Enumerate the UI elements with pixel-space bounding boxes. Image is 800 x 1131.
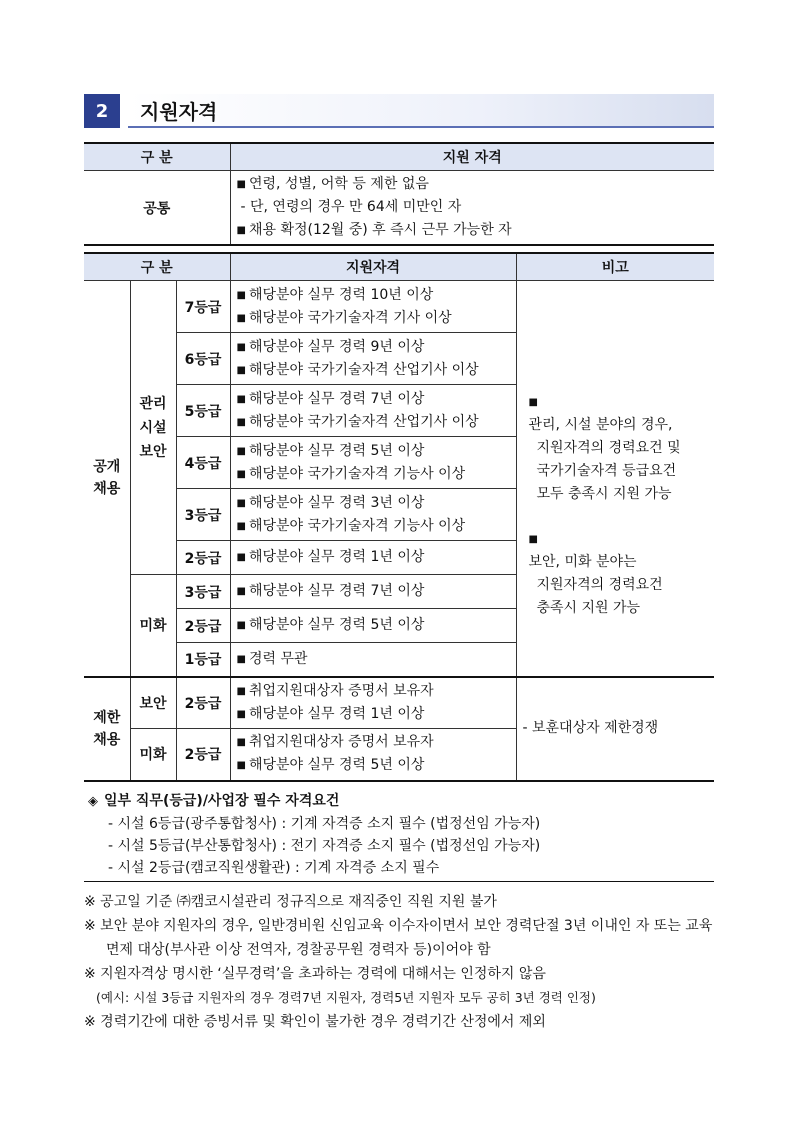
bullet-icon — [529, 391, 703, 414]
header-remark: 비고 — [516, 253, 714, 281]
bullet-icon — [237, 495, 249, 511]
group-management-facility-security-label: 관리 시설 보안 — [130, 281, 176, 575]
bullet-icon — [529, 528, 703, 551]
grade-cell: 5등급 — [176, 385, 230, 437]
requirement-line: - 시설 5등급(부산통합청사) : 전기 자격증 소지 필수 (법정선임 가능자) — [108, 838, 541, 854]
common-qualification-table — [84, 142, 714, 246]
bullet-icon — [237, 443, 249, 459]
common-row-label: 공통 — [84, 171, 230, 246]
common-row-content — [230, 171, 714, 246]
section-number: 2 — [84, 94, 120, 128]
required-qualifications — [84, 790, 714, 882]
footnote: ※ 지원자격상 명시한 ‘실무경력’을 초과하는 경력에 대해서는 인정하지 않음 — [84, 966, 546, 982]
footnote: ※ 보안 분야 지원자의 경우, 일반경비원 신임교육 이수자이면서 보안 경력단절 3년 이내인 자 또는 교육 면제 대상(부사관 이상 전역자, 경찰공무원 경력자 등)이어야 함 — [84, 918, 713, 958]
bullet-icon — [237, 287, 249, 303]
qualification-cell: ■ 해당분야 실무 경력 7년 이상 ■ 해당분야 국가기술자격 산업기사 이상 — [230, 385, 516, 437]
grade-cell: 7등급 — [176, 281, 230, 333]
bullet-icon — [237, 757, 249, 773]
grade-cell: 3등급 — [176, 489, 230, 541]
qualification-cell: ■ 경력 무관 — [230, 643, 516, 677]
header-category: 구 분 — [84, 253, 230, 281]
grade-cell: 2등급 — [176, 541, 230, 575]
bullet-icon — [237, 414, 249, 430]
bullet-icon — [237, 549, 249, 565]
qualification-cell: ■ 해당분야 실무 경력 3년 이상 ■ 해당분야 국가기술자격 기능사 이상 — [230, 489, 516, 541]
grade-cell: 6등급 — [176, 333, 230, 385]
bullet-icon — [237, 583, 249, 599]
bullet-icon — [237, 391, 249, 407]
qualification-cell: ■ 해당분야 실무 경력 10년 이상 ■ 해당분야 국가기술자격 기사 이상 — [230, 281, 516, 333]
bullet-icon — [237, 734, 249, 750]
field-cell: 미화 — [130, 729, 176, 781]
bullet-icon — [237, 617, 249, 633]
section-header — [84, 94, 714, 130]
requirements-rule — [84, 881, 714, 882]
footnote: ※ 경력기간에 대한 증빙서류 및 확인이 불가한 경우 경력기간 산정에서 제외 — [84, 1014, 546, 1030]
bullet-icon — [237, 310, 249, 326]
header-category: 구 분 — [84, 143, 230, 171]
requirement-line: - 시설 2등급(캠코직원생활관) : 기계 자격증 소지 필수 — [108, 860, 440, 876]
qualification-cell: ■ 해당분야 실무 경력 1년 이상 — [230, 541, 516, 575]
required-qualifications-title: ◈ 일부 직무(등급)/사업장 필수 자격요건 — [88, 793, 340, 809]
diamond-icon: ◈ — [88, 794, 98, 809]
qualification-cell: ■ 해당분야 실무 경력 5년 이상 — [230, 609, 516, 643]
footnotes — [84, 890, 724, 1034]
bullet-icon — [237, 518, 249, 534]
open-recruitment-remark: ■ 관리, 시설 분야의 경우, 지원자격의 경력요건 및 국가기술자격 등급요건 모두 충족시 지원 가능 ■ 보안, 미화 분야는 지원자격의 경력요건 충족시 지원 가능 — [516, 281, 714, 677]
bullet-icon — [237, 362, 249, 378]
grade-cell: 2등급 — [176, 729, 230, 781]
open-recruitment-label: 공개 채용 — [84, 281, 130, 677]
grade-cell: 1등급 — [176, 643, 230, 677]
grade-qualification-table — [84, 252, 714, 782]
footnote: ※ 공고일 기준 ㈜캠코시설관리 정규직으로 재직중인 직원 지원 불가 — [84, 894, 497, 910]
group-cleaning-label: 미화 — [130, 575, 176, 677]
common-line: - 단, 연령의 경우 만 64세 미만인 자 — [240, 199, 462, 215]
bullet-icon — [237, 176, 249, 192]
qualification-cell: ■ 해당분야 실무 경력 9년 이상 ■ 해당분야 국가기술자격 산업기사 이상 — [230, 333, 516, 385]
qualification-cell: ■ 해당분야 실무 경력 7년 이상 — [230, 575, 516, 609]
restricted-remark: - 보훈대상자 제한경쟁 — [516, 677, 714, 781]
bullet-icon — [237, 651, 249, 667]
bullet-icon — [237, 222, 249, 238]
qualification-cell: ■ 취업지원대상자 증명서 보유자 ■ 해당분야 실무 경력 5년 이상 — [230, 729, 516, 781]
qualification-cell: ■ 취업지원대상자 증명서 보유자 ■ 해당분야 실무 경력 1년 이상 — [230, 677, 516, 729]
footnote-example: (예시: 시설 3등급 지원자의 경우 경력7년 지원자, 경력5년 지원자 모두 공히 3년 경력 인정) — [96, 990, 596, 1005]
grade-cell: 2등급 — [176, 677, 230, 729]
grade-cell: 2등급 — [176, 609, 230, 643]
requirement-line: - 시설 6등급(광주통합청사) : 기계 자격증 소지 필수 (법정선임 가능자) — [108, 816, 541, 832]
grade-cell: 4등급 — [176, 437, 230, 489]
restricted-recruitment-label: 제한 채용 — [84, 677, 130, 781]
field-cell: 보안 — [130, 677, 176, 729]
qualification-cell: ■ 해당분야 실무 경력 5년 이상 ■ 해당분야 국가기술자격 기능사 이상 — [230, 437, 516, 489]
common-line: ■ 연령, 성별, 어학 등 제한 없음 — [237, 173, 709, 196]
section-title: 지원자격 — [140, 100, 218, 124]
bullet-icon — [237, 466, 249, 482]
header-qualification: 지원 자격 — [230, 143, 714, 171]
header-qualification: 지원자격 — [230, 253, 516, 281]
bullet-icon — [237, 706, 249, 722]
grade-cell: 3등급 — [176, 575, 230, 609]
bullet-icon — [237, 683, 249, 699]
bullet-icon — [237, 339, 249, 355]
section-rule — [128, 126, 714, 128]
common-line: ■ 채용 확정(12월 중) 후 즉시 근무 가능한 자 — [237, 219, 709, 242]
